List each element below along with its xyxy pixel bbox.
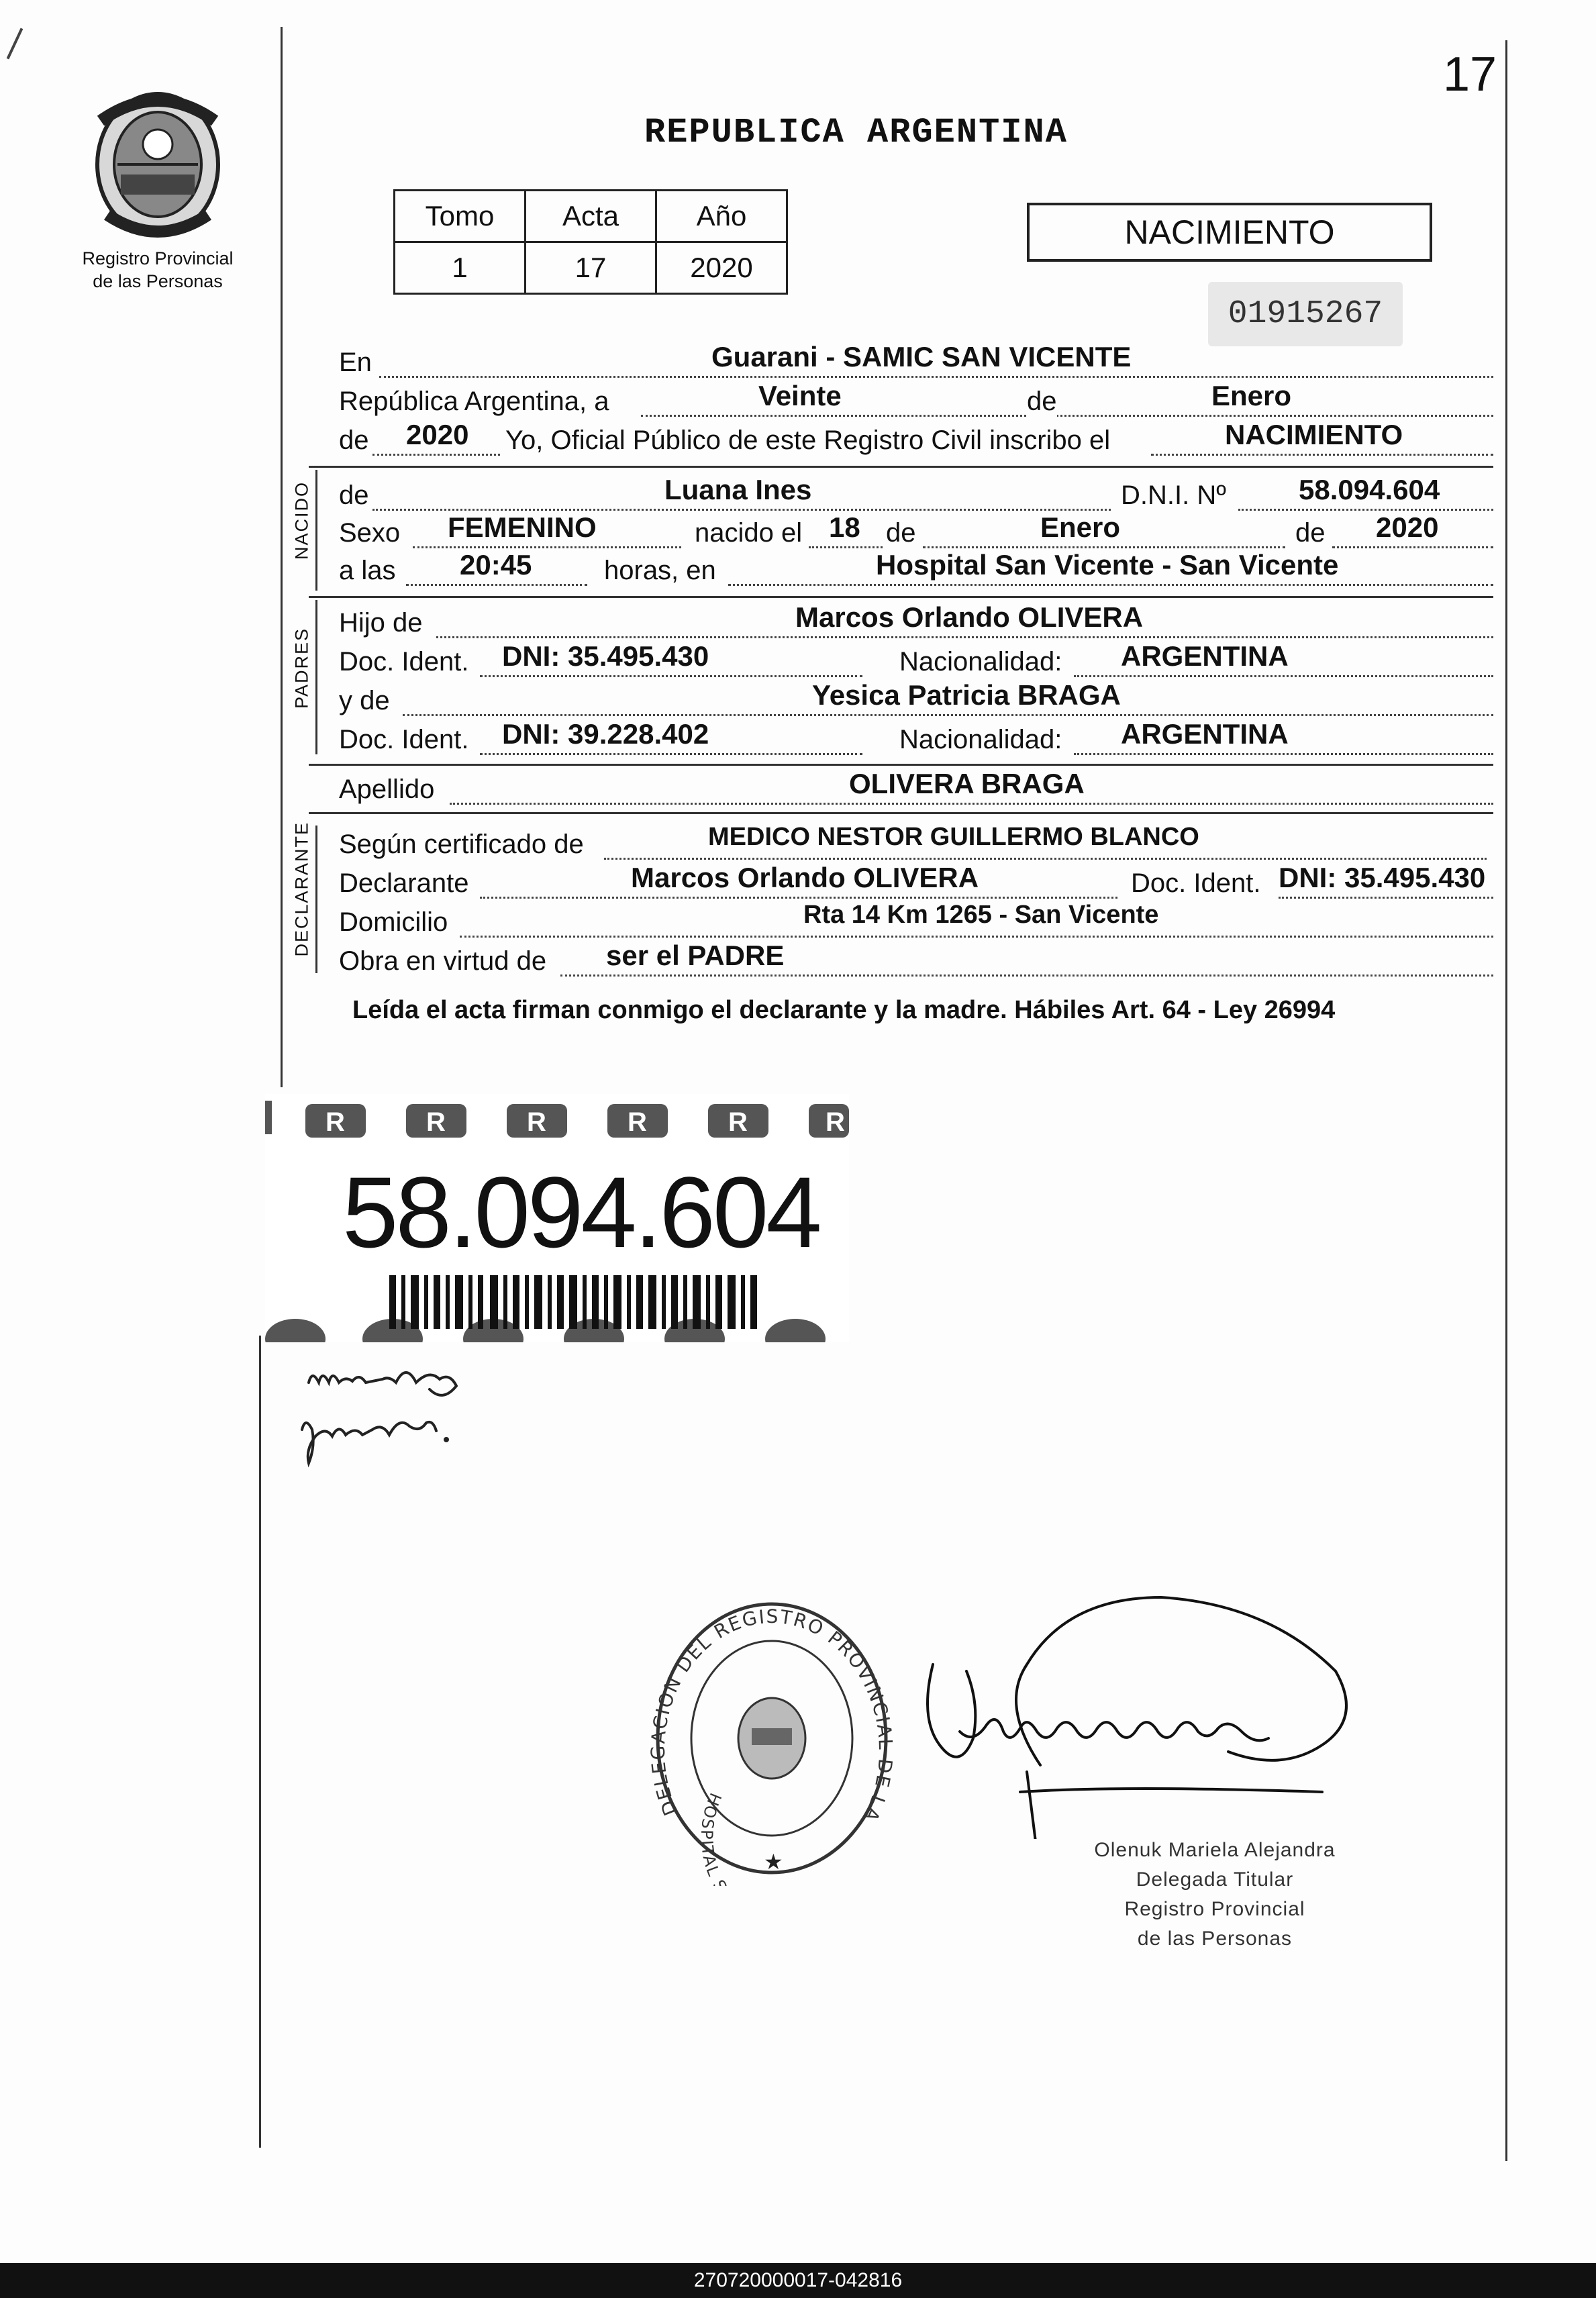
signatory-org1: Registro Provincial <box>1124 1898 1305 1920</box>
stamp-inner-text: HOSPITAL <box>697 1790 726 1880</box>
hijo-label: Hijo de <box>339 608 423 638</box>
nacido-time: 20:45 <box>460 549 532 581</box>
dotted-line <box>641 415 1493 417</box>
tomo-header: Tomo <box>395 191 526 242</box>
section-declarante-label: DECLARANTE <box>291 821 312 957</box>
republica-label: República Argentina, a <box>339 387 609 416</box>
decl-value: Marcos Orlando OLIVERA <box>631 862 979 893</box>
svg-text:R: R <box>326 1107 345 1137</box>
svg-text:★: ★ <box>764 1850 783 1874</box>
dotted-line <box>923 546 1285 548</box>
official-stamp <box>644 1591 899 1889</box>
page-number: 17 <box>1443 48 1497 101</box>
act-type-box: NACIMIENTO <box>1027 203 1432 262</box>
dotted-line <box>436 636 1493 638</box>
yde-label: y de <box>339 686 390 715</box>
dotted-line <box>372 454 500 456</box>
horas-label: horas, en <box>604 556 716 585</box>
row-republica <box>339 380 1493 417</box>
signatory-name: Olenuk Mariela Alejandra <box>1094 1839 1336 1861</box>
decl-doc-value: DNI: 35.495.430 <box>1279 862 1486 893</box>
section-bracket <box>315 826 317 973</box>
barcode-sticker <box>265 1094 849 1342</box>
dom-value: Rta 14 Km 1265 - San Vicente <box>803 901 1159 929</box>
dotted-line <box>480 753 862 755</box>
left-margin-line-lower <box>259 1336 261 2148</box>
row-domicilio <box>339 901 1493 938</box>
row-nacido-name <box>339 474 1493 511</box>
nacido-de-label: de <box>339 481 369 510</box>
section-nacido-label: NACIDO <box>291 481 312 560</box>
father-nat-label: Nacionalidad: <box>899 647 1062 677</box>
father-doc-label: Doc. Ident. <box>339 647 469 677</box>
nacido-month: Enero <box>1040 511 1121 543</box>
acta-header: Acta <box>526 191 656 242</box>
handwritten-signatures <box>295 1356 510 1493</box>
row-en <box>339 341 1493 379</box>
row-mother-doc <box>339 718 1493 756</box>
nacido-de3-label: de <box>1295 518 1326 548</box>
dotted-line <box>1279 897 1493 899</box>
tomo-value: 1 <box>395 242 526 294</box>
svg-text:R: R <box>728 1107 748 1137</box>
section-padres-label: PADRES <box>291 627 312 709</box>
row-mother <box>339 679 1493 717</box>
alas-label: a las <box>339 556 396 585</box>
dotted-line <box>1332 546 1493 548</box>
nacido-dni: 58.094.604 <box>1299 474 1440 505</box>
en-label: En <box>339 348 372 377</box>
en-value: Guarani - SAMIC SAN VICENTE <box>711 341 1132 372</box>
row-nacido-hora <box>339 549 1493 587</box>
logo-caption-line1: Registro Provincial <box>82 248 234 268</box>
section-divider <box>309 764 1493 766</box>
footer-code-bar: 270720000017-042816 <box>0 2263 1596 2298</box>
acta-value: 17 <box>526 242 656 294</box>
cert-label: Según certificado de <box>339 830 584 859</box>
signatory-org2: de las Personas <box>1137 1928 1293 1950</box>
row-declarante <box>339 862 1493 899</box>
dotted-line <box>560 975 1493 977</box>
dotted-line <box>413 546 681 548</box>
mother-name: Yesica Patricia BRAGA <box>812 679 1121 711</box>
dotted-line <box>809 546 883 548</box>
dni-label: D.N.I. Nº <box>1121 481 1226 510</box>
nacido-year: 2020 <box>1376 511 1439 543</box>
mother-doc: DNI: 39.228.402 <box>502 718 709 750</box>
right-margin-line <box>1505 40 1507 2161</box>
dotted-line <box>379 376 1493 378</box>
row-apellido <box>339 768 1493 805</box>
dotted-line <box>604 858 1487 860</box>
section-divider <box>309 812 1493 814</box>
nacido-place: Hospital San Vicente - San Vicente <box>876 549 1339 581</box>
dotted-line <box>1151 454 1493 456</box>
cert-value: MEDICO NESTOR GUILLERMO BLANCO <box>708 823 1199 851</box>
anio-value: 2020 <box>656 242 787 294</box>
dotted-line <box>1074 675 1493 677</box>
serial-number: 01915267 <box>1208 282 1403 346</box>
document-title: REPUBLICA ARGENTINA <box>644 113 1068 152</box>
dotted-line <box>728 584 1493 586</box>
dotted-line <box>480 897 1117 899</box>
svg-text:R: R <box>426 1107 446 1137</box>
anio-header: Año <box>656 191 787 242</box>
svg-text:R: R <box>527 1107 546 1137</box>
signatory-caption <box>1047 1836 1383 1954</box>
mother-doc-label: Doc. Ident. <box>339 725 469 754</box>
sexo-label: Sexo <box>339 518 401 548</box>
row-father <box>339 601 1493 639</box>
decl-doc-label: Doc. Ident. <box>1131 868 1261 898</box>
year-value: 2020 <box>406 419 469 450</box>
logo-caption-line2: de las Personas <box>93 271 223 291</box>
dotted-line <box>480 675 862 677</box>
left-margin-line <box>281 27 283 1087</box>
nacido-name: Luana Ines <box>664 474 812 505</box>
month-value: Enero <box>1211 380 1292 411</box>
mother-nat: ARGENTINA <box>1121 718 1289 750</box>
official-signature <box>919 1570 1376 1842</box>
decl-label: Declarante <box>339 868 469 898</box>
stamp-outer-text: DELEGACION DEL REGISTRO PROVINCIAL DE LA <box>646 1605 897 1826</box>
father-name: Marcos Orlando OLIVERA <box>795 601 1144 633</box>
row-father-doc <box>339 640 1493 678</box>
barcode-bars <box>389 1275 765 1329</box>
section-bracket <box>315 600 317 754</box>
section-divider <box>309 466 1493 468</box>
row-certificado <box>339 823 1493 860</box>
dotted-line <box>1238 509 1493 511</box>
row-nacido-sexo <box>339 511 1493 549</box>
dotted-line <box>460 936 1493 938</box>
nacido-day: 18 <box>829 511 860 543</box>
section-divider <box>309 596 1493 598</box>
de-label: de <box>1027 387 1057 416</box>
row-obra <box>339 940 1493 977</box>
handwriting-drawing <box>295 1356 510 1490</box>
section-bracket <box>315 470 317 591</box>
father-doc: DNI: 35.495.430 <box>502 640 709 672</box>
oficial-text: Yo, Oficial Público de este Registro Civil inscribo el <box>505 426 1111 455</box>
inscribo-value: NACIMIENTO <box>1225 419 1403 450</box>
dotted-line <box>450 803 1493 805</box>
signature-drawing <box>919 1570 1376 1839</box>
stamp-seal <box>644 1591 899 1886</box>
dotted-line <box>403 714 1493 716</box>
obra-label: Obra en virtud de <box>339 946 547 976</box>
province-crest-logo <box>81 81 235 242</box>
svg-text:R: R <box>826 1107 845 1137</box>
day-value: Veinte <box>758 380 842 411</box>
mother-nat-label: Nacionalidad: <box>899 725 1062 754</box>
row-oficial <box>339 419 1493 456</box>
dotted-line <box>372 509 1111 511</box>
nacido-de2-label: de <box>886 518 916 548</box>
sexo-value: FEMENINO <box>448 511 597 543</box>
barcode-number: 58.094.604 <box>342 1156 819 1268</box>
dotted-line <box>1074 753 1493 755</box>
apellido-label: Apellido <box>339 775 435 804</box>
obra-value: ser el PADRE <box>606 940 785 971</box>
year-label: de <box>339 426 369 455</box>
dom-label: Domicilio <box>339 907 448 937</box>
father-nat: ARGENTINA <box>1121 640 1289 672</box>
closing-statement: Leída el acta firman conmigo el declarante y la madre. Hábiles Art. 64 - Ley 26994 <box>352 996 1336 1024</box>
dotted-line <box>406 584 587 586</box>
nacido-el-label: nacido el <box>695 518 803 548</box>
logo-caption <box>67 247 248 293</box>
signatory-role: Delegada Titular <box>1136 1868 1294 1891</box>
svg-text:R: R <box>628 1107 647 1137</box>
corner-mark <box>7 28 23 59</box>
apellido-value: OLIVERA BRAGA <box>849 768 1085 799</box>
reference-table <box>393 189 788 295</box>
